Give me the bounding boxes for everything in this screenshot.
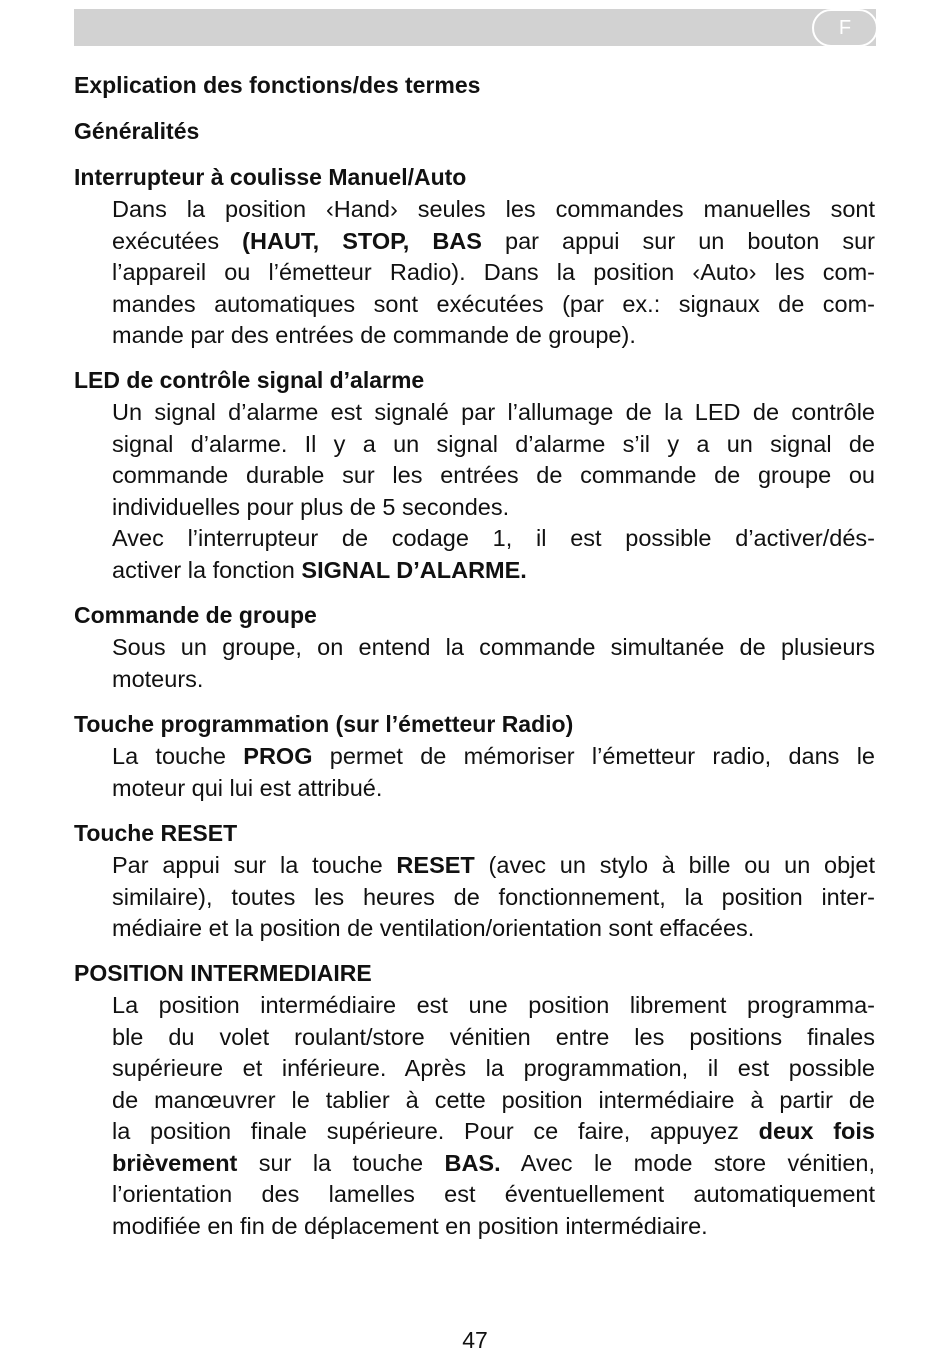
- text-line: exécutées (HAUT, STOP, BAS par appui sur un bouton sur: [112, 227, 875, 254]
- section-body-intermediate-position: [112, 990, 875, 1242]
- text-line: La position intermédiaire est une position librement programma-: [112, 992, 875, 1018]
- section-title-reset-key: Touche RESET: [74, 820, 238, 846]
- text-line: brièvement sur la touche BAS. Avec le mode store vénitien,: [112, 1149, 876, 1176]
- text-line: Un signal d’alarme est signalé par l’allumage de la LED de contrôle: [112, 399, 875, 425]
- text-line: La touche PROG permet de mémoriser l’émetteur radio, dans le: [112, 743, 875, 769]
- header-bar: [74, 9, 876, 46]
- text-line: individuelles pour plus de 5 secondes.: [112, 493, 510, 520]
- text-line: mandes automatiques sont exécutées (par ex.: signaux de com-: [112, 290, 875, 317]
- text-line: Dans la position ‹Hand› seules les commandes manuelles sont: [112, 196, 875, 222]
- section-body-group-command: [112, 632, 875, 695]
- text-line: ble du volet roulant/store vénitien entre les positions finales: [112, 1023, 875, 1050]
- page-title: Explication des fonctions/des termes: [74, 72, 481, 98]
- text-line: activer la fonction SIGNAL D’ALARME.: [112, 556, 527, 583]
- page-number: 47: [462, 1327, 488, 1353]
- text-line: mande par des entrées de commande de groupe).: [112, 322, 636, 348]
- text-line: supérieure et inférieure. Après la programmation, il est possible: [112, 1055, 875, 1081]
- text-line: Par appui sur la touche RESET (avec un stylo à bille ou un objet: [112, 852, 875, 878]
- section-title-intermediate-position: POSITION INTERMEDIAIRE: [74, 960, 372, 986]
- text-line: modifiée en fin de déplacement en position intermédiaire.: [112, 1212, 708, 1239]
- text-line: la position finale supérieure. Pour ce faire, appuyez deux fois: [112, 1118, 875, 1144]
- section-title-prog-key: Touche programmation (sur l’émetteur Radio): [74, 711, 574, 737]
- text-line: Avec l’interrupteur de codage 1, il est possible d’activer/dés-: [112, 525, 875, 551]
- section-body-alarm-led: [112, 397, 875, 586]
- text-line: moteur qui lui est attribué.: [112, 774, 383, 801]
- section-body-prog-key: [112, 741, 875, 804]
- text-line: Sous un groupe, on entend la commande simultanée de plusieurs: [112, 634, 875, 660]
- text-line: moteurs.: [112, 665, 204, 692]
- section-title-switch: Interrupteur à coulisse Manuel/Auto: [74, 164, 467, 190]
- language-badge: F: [812, 9, 878, 47]
- section-title-generalites: Généralités: [74, 118, 200, 144]
- section-body-reset-key: [112, 850, 875, 945]
- text-line: signal d’alarme. Il y a un signal d’alarme s’il y a un signal de: [112, 430, 875, 457]
- section-body-switch: [112, 194, 875, 352]
- section-title-alarm-led: LED de contrôle signal d’alarme: [74, 367, 425, 393]
- text-line: de manœuvrer le tablier à cette position intermédiaire à partir de: [112, 1086, 875, 1113]
- text-line: l’appareil ou l’émetteur Radio). Dans la position ‹Auto› les com-: [112, 259, 875, 285]
- text-line: commande durable sur les entrées de commande de groupe ou: [112, 462, 875, 488]
- section-title-group-command: Commande de groupe: [74, 602, 317, 628]
- text-line: similaire), toutes les heures de fonctionnement, la position inter-: [112, 883, 875, 910]
- text-line: l’orientation des lamelles est éventuellement automatiquement: [112, 1181, 875, 1207]
- text-line: médiaire et la position de ventilation/orientation sont effacées.: [112, 915, 755, 941]
